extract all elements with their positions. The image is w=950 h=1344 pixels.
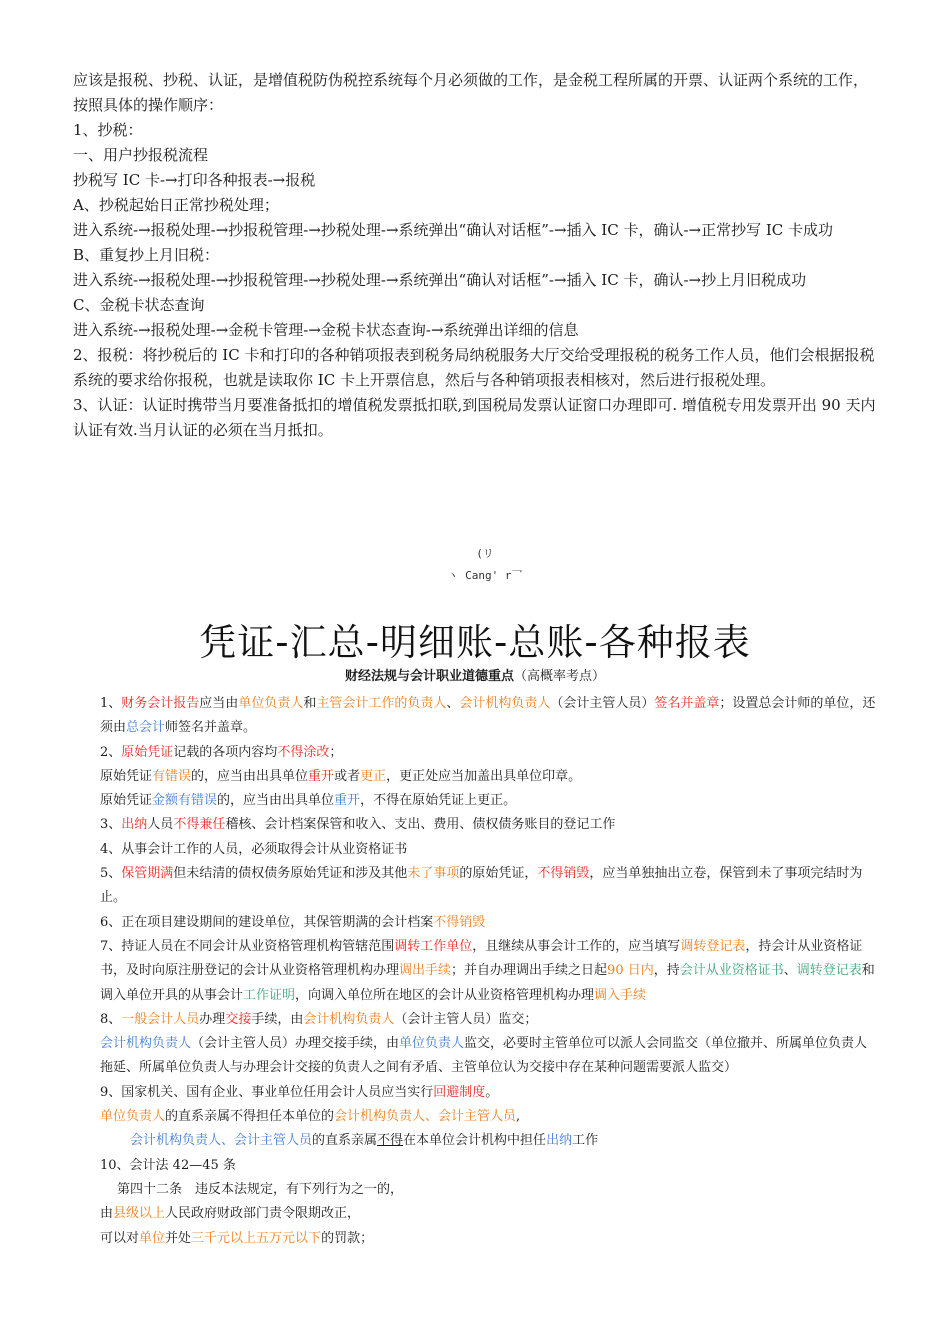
step-c-heading: C、金税卡状态查询 — [73, 296, 205, 314]
text-run: 调转登记表 — [680, 938, 746, 954]
text-run: 财务会计报告 — [121, 696, 200, 711]
heading-user-flow: 一、用户抄报税流程 — [73, 146, 209, 164]
text-run: 6、正在项目建设期间的建设单位，其保管期满的会计档案 — [100, 914, 434, 930]
text-run: 会计机构负责人 — [303, 1011, 395, 1027]
text-run: 回避制度 — [433, 1084, 486, 1100]
text-run: ，更正处应当加盖出具单位印章。 — [386, 768, 582, 784]
item-8a — [100, 1032, 876, 1081]
text-run: 的直系亲属 — [312, 1133, 378, 1149]
text-run: 调入手续 — [594, 987, 647, 1003]
text-run: 或者 — [334, 768, 361, 784]
text-run: ，不得在原始凭证上更正。 — [360, 793, 517, 809]
text-run: 工作 — [572, 1133, 599, 1149]
intro-paragraph: 应该是报税、抄税、认证，是增值税防伪税控系统每个月必须做的工作，是金税工程所属的开票、认证两个系统的工作，按照具体的操作顺序： — [73, 71, 869, 114]
item-10c — [100, 1227, 876, 1251]
item-7 — [100, 935, 876, 1008]
item-9a — [100, 1105, 876, 1129]
text-run: 师签名并盖章。 — [165, 720, 257, 736]
report-tax-paragraph: 2、报税：将抄税后的 IC 卡和打印的各种销项报表到税务局纳税服务大厅交给受理报税的税务工作人员，他们会根据报税系统的要求给你报税，也就是读取你 IC 卡上开票信息，然后与各种销项报表相核对，然后进行报税处理。 — [73, 346, 875, 389]
text-run: 原始凭证 — [100, 793, 153, 809]
text-run: ；设置总会计师的单位，还须由 — [100, 696, 876, 736]
item-4 — [100, 838, 876, 862]
text-run: 未了事项 — [407, 866, 460, 882]
item-9 — [100, 1081, 876, 1105]
text-run: 会计从业资格证书 — [679, 963, 784, 979]
text-run: 出纳 — [121, 817, 148, 833]
text-run: 三千元以上五万元以下 — [191, 1230, 322, 1246]
subtitle-bold: 财经法规与会计职业道德重点 — [344, 669, 514, 684]
text-run: （会计主管人员）监交； — [394, 1011, 538, 1027]
text-run: 调出手续 — [399, 963, 452, 979]
text-run: 不得涂改 — [277, 744, 330, 760]
handwritten-doodle — [435, 543, 535, 587]
text-run: ，持会计从业资格证书，及时向原注册登记的会计从业资格管理机构办理 — [100, 938, 863, 979]
text-run: 、 — [446, 696, 460, 711]
text-run: 人民政府财政部门责令限期改正， — [165, 1206, 361, 1222]
step-b-detail: 进入系统-→报税处理-→抄报税管理-→抄税处理-→系统弹出“确认对话框”-→插入 IC 卡，确认-→抄上月旧税成功 — [73, 271, 807, 289]
text-run: 监交，必要时主管单位可以派人会同监交（单位撤并、所属单位负责人拖延、所属单位负责人与办理会计交接的负责人之间有矛盾、主管单位认为交接中存在某种问题需要派人监交） — [100, 1036, 868, 1076]
text-run: 10、会计法 42—45 条 — [100, 1157, 236, 1173]
text-run: 单位负责人 — [238, 696, 304, 711]
text-run: 记载的各项内容均 — [173, 744, 278, 760]
text-run: ； — [329, 744, 343, 760]
page-title: 凭证-汇总-明细账-总账-各种报表 — [199, 621, 751, 664]
text-run: 的，应当由出具单位 — [217, 793, 335, 809]
text-run: 并处 — [165, 1230, 192, 1246]
text-run: 不得 — [377, 1133, 404, 1149]
text-run: 保管期满 — [121, 866, 174, 882]
text-run: 2、 — [100, 744, 122, 760]
subtitle-note: （高概率考点） — [514, 669, 606, 684]
text-run: 、 — [783, 963, 797, 979]
item-10b — [100, 1202, 876, 1226]
certification-paragraph: 3、认证：认证时携带当月要准备抵扣的增值税发票抵扣联,到国税局发票认证窗口办理即可. 增值税专用发票开出 90 天内认证有效.当月认证的必须在当月抵扣。 — [73, 396, 876, 439]
text-run: 会计机构负责人、会计主管人员 — [130, 1133, 313, 1149]
text-run: 出纳 — [546, 1133, 573, 1149]
text-run: 和 — [303, 696, 317, 711]
text-run: 。 — [485, 1084, 499, 1100]
item-9b — [100, 1129, 876, 1153]
text-run: 单位 — [139, 1230, 166, 1246]
text-run: 工作证明 — [243, 987, 296, 1003]
text-run: 签名并盖章 — [654, 696, 720, 711]
text-run: （会计主管人员） — [550, 696, 655, 711]
text-run: 和调入单位开具的从事会计 — [100, 963, 875, 1003]
text-run: 人员 — [147, 817, 174, 833]
tax-process-section — [73, 68, 881, 443]
doodle-line: (リ — [476, 547, 494, 560]
item-8 — [100, 1008, 876, 1032]
page-subtitle — [0, 667, 950, 687]
text-run: 单位负责人 — [399, 1036, 465, 1052]
text-run: 不得销毁 — [433, 914, 486, 930]
text-run: 9、国家机关、国有企业、事业单位任用会计人员应当实行 — [100, 1084, 434, 1100]
text-run: 总会计 — [126, 720, 166, 736]
text-run: ，向调入单位所在地区的会计从业资格管理机构办理 — [295, 987, 595, 1003]
text-run: 重开 — [334, 793, 361, 809]
item-1 — [100, 692, 876, 741]
text-run: 更正 — [360, 768, 387, 784]
text-run: 调转工作单位 — [394, 938, 473, 954]
text-run: （会计主管人员）办理交接手续，由 — [191, 1036, 400, 1052]
text-run: 手续，由 — [251, 1011, 304, 1027]
flow-summary: 抄税写 IC 卡-→打印各种报表-→报税 — [73, 171, 316, 189]
text-run: 不得兼任 — [173, 817, 226, 833]
law-ethics-section — [100, 692, 876, 1251]
text-run: 5、 — [100, 866, 122, 882]
text-run: ，持 — [653, 963, 680, 979]
text-run: 不得销毁 — [537, 866, 590, 882]
text-run: 但未结清的债权债务原始凭证和涉及其他 — [173, 866, 408, 882]
item-10 — [100, 1154, 876, 1178]
text-run: 一般会计人员 — [121, 1011, 200, 1027]
text-run: ，应当单独抽出立卷，保管到未了事项完结时为止。 — [100, 866, 863, 906]
text-run: 稽核、会计档案保管和收入、支出、费用、债权债务账目的登记工作 — [225, 817, 616, 833]
doodle-line: ヽ Cang' r乛 — [447, 569, 523, 582]
text-run: 4、从事会计工作的人员，必须取得会计从业资格证书 — [100, 841, 408, 857]
item-2 — [100, 741, 876, 765]
text-run: 应当由 — [199, 696, 239, 711]
text-run: 第四十二条 违反本法规定，有下列行为之一的， — [117, 1181, 404, 1197]
text-run: 有错误 — [152, 768, 192, 784]
text-run: ；并自办理调出手续之日起 — [451, 963, 608, 979]
item-10a — [100, 1178, 876, 1202]
text-run: 原始凭证 — [100, 768, 153, 784]
item-3 — [100, 813, 876, 837]
text-run: 由 — [100, 1206, 114, 1222]
text-run: 可以对 — [100, 1230, 140, 1246]
text-run: 的，应当由出具单位 — [191, 768, 309, 784]
text-run: 调转登记表 — [796, 963, 862, 979]
text-run: 3、 — [100, 817, 122, 833]
text-run: 90 日内 — [607, 963, 654, 979]
item-2b — [100, 789, 876, 813]
item-2a — [100, 765, 876, 789]
text-run: 会计机构负责人、会计主管人员 — [334, 1109, 517, 1125]
text-run: 7、持证人员在不同会计从业资格管理机构管辖范围 — [100, 938, 395, 954]
step-c-detail: 进入系统-→报税处理-→金税卡管理-→金税卡状态查询-→系统弹出详细的信息 — [73, 321, 579, 339]
text-run: 的直系亲属不得担任本单位的 — [165, 1109, 335, 1125]
item-5 — [100, 862, 876, 911]
text-run: 金额有错误 — [152, 793, 218, 809]
text-run: 8、 — [100, 1011, 122, 1027]
text-run: ，且继续从事会计工作的，应当填写 — [472, 938, 681, 954]
text-run: 会计机构负责人 — [100, 1036, 192, 1052]
text-run: 单位负责人 — [100, 1109, 166, 1125]
item-6 — [100, 911, 876, 935]
text-run: 原始凭证 — [121, 744, 174, 760]
text-run: 主管会计工作的负责人 — [316, 696, 447, 711]
text-run: 重开 — [308, 768, 335, 784]
text-run: 会计机构负责人 — [459, 696, 551, 711]
heading-copy-tax: 1、抄税： — [73, 121, 143, 139]
text-run: 交接 — [225, 1011, 252, 1027]
step-a-heading: A、抄税起始日正常抄税处理； — [73, 196, 279, 214]
text-run: , — [516, 1109, 521, 1125]
step-b-heading: B、重复抄上月旧税： — [73, 246, 220, 264]
text-run: 办理 — [199, 1011, 226, 1027]
text-run: 1、 — [100, 696, 122, 711]
text-run: 在本单位会计机构中担任 — [403, 1133, 547, 1149]
text-run: 的原始凭证， — [459, 866, 538, 882]
step-a-detail: 进入系统-→报税处理-→抄报税管理-→抄税处理-→系统弹出“确认对话框”-→插入 IC 卡，确认-→正常抄写 IC 卡成功 — [73, 221, 834, 239]
text-run: 县级以上 — [113, 1206, 166, 1222]
text-run: 的罚款； — [321, 1230, 374, 1246]
